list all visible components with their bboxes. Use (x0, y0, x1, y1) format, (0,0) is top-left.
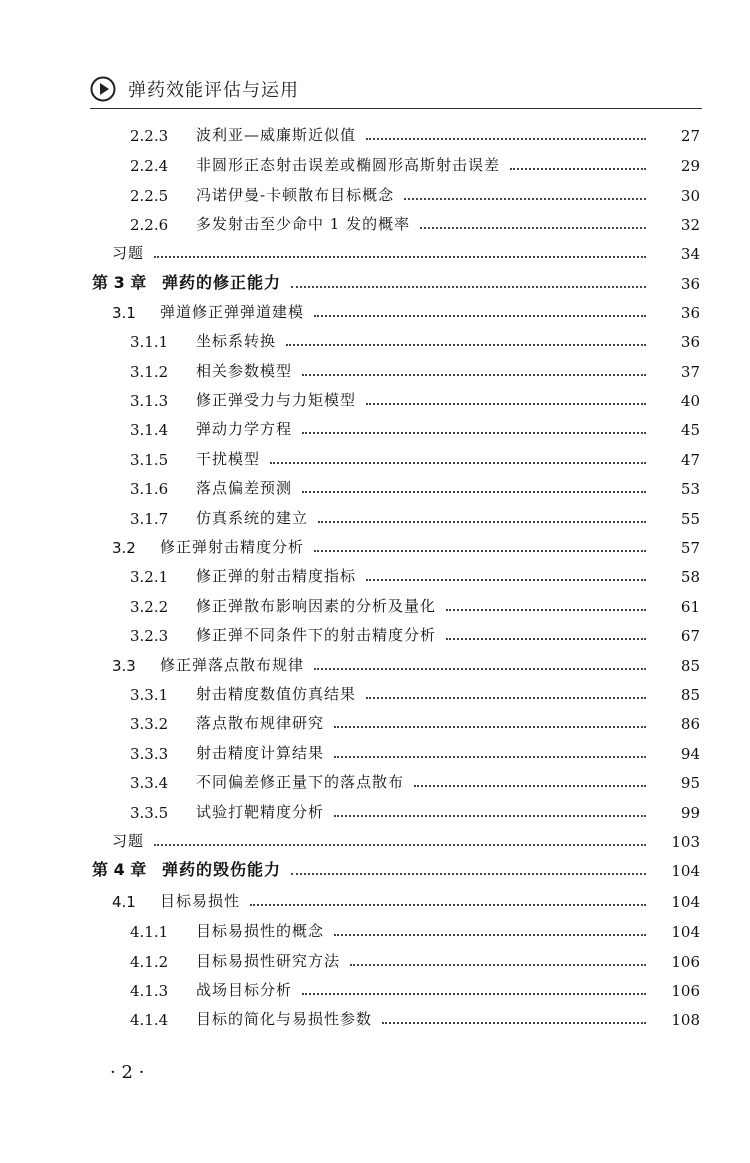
toc-entry-page: 40 (680, 392, 700, 410)
toc-entry-number: 3.3.3 (130, 745, 169, 763)
dot-leader (414, 785, 646, 787)
dot-leader (154, 844, 646, 846)
toc-entry[interactable] (0, 764, 700, 792)
toc-entry-page: 36 (680, 333, 700, 351)
dot-leader (270, 462, 646, 464)
toc-entry-title: 非圆形正态射击误差或椭圆形高斯射击误差 (196, 156, 501, 174)
page-number: · 2 · (110, 1062, 145, 1083)
toc-entry-number: 3.1.4 (130, 421, 169, 439)
book-title: 弹药效能评估与运用 (128, 80, 299, 101)
toc-entry[interactable] (0, 794, 700, 822)
toc-entry[interactable] (0, 500, 700, 528)
toc-entry-title: 战场目标分析 (196, 981, 293, 999)
toc-entry-number: 3.3.4 (130, 774, 169, 792)
dot-leader (404, 198, 646, 200)
toc-entry[interactable] (0, 265, 700, 293)
toc-entry-page: 45 (680, 421, 700, 439)
toc-entry[interactable] (0, 617, 700, 645)
toc-entry-title: 修正弹散布影响因素的分析及量化 (196, 597, 437, 615)
toc-entry[interactable] (0, 735, 700, 763)
toc-entry-page: 67 (680, 627, 700, 645)
toc-entry-title: 冯诺伊曼-卡顿散布目标概念 (196, 186, 395, 204)
dot-leader (314, 550, 646, 552)
toc-entry-page: 86 (680, 715, 700, 733)
toc-entry-title: 弹动力学方程 (196, 420, 293, 438)
toc-entry-page: 36 (680, 304, 700, 322)
dot-leader (446, 638, 646, 640)
dot-leader (286, 344, 646, 346)
toc-entry-title: 修正弹不同条件下的射击精度分析 (196, 626, 437, 644)
dot-leader (366, 697, 646, 699)
toc-entry[interactable] (0, 441, 700, 469)
toc-entry-title: 目标易损性的概念 (196, 922, 325, 940)
toc-entry[interactable] (0, 823, 700, 851)
dot-leader (250, 904, 646, 906)
toc-entry[interactable] (0, 972, 700, 1000)
dot-leader (302, 491, 646, 493)
toc-entry-title: 射击精度数值仿真结果 (196, 685, 357, 703)
toc-entry-page: 85 (680, 686, 700, 704)
toc-entry-page: 53 (680, 480, 700, 498)
toc-entry-page: 29 (680, 157, 700, 175)
toc-entry-title: 修正弹落点散布规律 (160, 656, 305, 674)
toc-entry[interactable] (0, 883, 700, 911)
toc-entry[interactable] (0, 943, 700, 971)
toc-entry[interactable] (0, 353, 700, 381)
toc-entry-number: 3.2.1 (130, 568, 169, 586)
dot-leader (314, 315, 646, 317)
toc-entry-page: 61 (680, 598, 700, 616)
toc-entry-number: 2.2.3 (130, 127, 169, 145)
toc-entry-title: 目标易损性研究方法 (196, 952, 341, 970)
toc-entry-number: 3.1 (112, 304, 136, 322)
toc-entry-number: 3.1.3 (130, 392, 169, 410)
dot-leader (366, 579, 646, 581)
toc-entry-title: 修正弹受力与力矩模型 (196, 391, 357, 409)
toc-entry[interactable] (0, 913, 700, 941)
dot-leader (302, 432, 646, 434)
toc-entry[interactable] (0, 411, 700, 439)
toc-entry[interactable] (0, 529, 700, 557)
toc-entry-page: 27 (680, 127, 700, 145)
toc-entry-page: 106 (671, 953, 700, 971)
toc-entry-page: 99 (680, 804, 700, 822)
dot-leader (334, 726, 646, 728)
dot-leader (350, 964, 646, 966)
dot-leader (291, 873, 646, 875)
toc-entry-page: 104 (671, 923, 700, 941)
toc-entry-title: 弹道修正弹弹道建模 (160, 303, 305, 321)
toc-entry[interactable] (0, 235, 700, 263)
dot-leader (334, 934, 646, 936)
toc-entry[interactable] (0, 470, 700, 498)
toc-entry-number: 4.1.3 (130, 982, 169, 1000)
toc-entry[interactable] (0, 558, 700, 586)
toc-entry-title: 目标的简化与易损性参数 (196, 1010, 373, 1028)
toc-entry-page: 34 (680, 245, 700, 263)
dot-leader (302, 374, 646, 376)
toc-entry-title: 目标易损性 (160, 892, 241, 910)
toc-entry[interactable] (0, 852, 700, 880)
toc-entry[interactable] (0, 323, 700, 351)
toc-entry-title: 多发射击至少命中 1 发的概率 (196, 215, 411, 233)
dot-leader (291, 286, 646, 288)
toc-entry-page: 37 (680, 363, 700, 381)
toc-entry-title: 修正弹射击精度分析 (160, 538, 305, 556)
toc-entry-title: 波利亚—威廉斯近似值 (196, 126, 357, 144)
toc-entry-number: 第 3 章 (92, 273, 147, 292)
toc-entry-page: 30 (680, 187, 700, 205)
header-divider (90, 108, 702, 109)
toc-entry-title: 不同偏差修正量下的落点散布 (196, 773, 405, 791)
toc-entry-number: 4.1.4 (130, 1011, 169, 1029)
toc-entry-page: 104 (671, 893, 700, 911)
toc-entry-number: 3.3 (112, 657, 136, 675)
dot-leader (382, 1022, 646, 1024)
toc-entry-page: 47 (680, 451, 700, 469)
toc-entry-number: 3.1.2 (130, 363, 169, 381)
toc-entry-number: 2.2.5 (130, 187, 169, 205)
toc-entry-number: 3.1.1 (130, 333, 169, 351)
toc-entry-title: 落点散布规律研究 (196, 714, 325, 732)
toc-entry-number: 3.1.5 (130, 451, 169, 469)
toc-entry-page: 57 (680, 539, 700, 557)
toc-entry-title: 干扰模型 (196, 450, 261, 468)
play-circle-icon (90, 76, 116, 102)
toc-entry-number: 4.1 (112, 893, 136, 911)
toc-entry-page: 104 (671, 862, 700, 880)
toc-entry-number: 3.2.3 (130, 627, 169, 645)
toc-entry-number: 2.2.4 (130, 157, 169, 175)
toc-entry-page: 32 (680, 216, 700, 234)
toc-entry-page: 95 (680, 774, 700, 792)
dot-leader (154, 256, 646, 258)
toc-entry-page: 36 (680, 275, 700, 293)
toc-entry[interactable] (0, 147, 700, 175)
toc-entry-number: 3.1.6 (130, 480, 169, 498)
dot-leader (366, 138, 646, 140)
dot-leader (510, 168, 646, 170)
toc-entry[interactable] (0, 676, 700, 704)
toc-entry[interactable] (0, 705, 700, 733)
toc-entry-title: 试验打靶精度分析 (196, 803, 325, 821)
toc-entry-page: 58 (680, 568, 700, 586)
dot-leader (446, 609, 646, 611)
dot-leader (334, 815, 646, 817)
toc-entry-title: 习题 (112, 244, 145, 262)
toc-entry-page: 85 (680, 657, 700, 675)
toc-entry-number: 3.2.2 (130, 598, 169, 616)
toc-entry-title: 相关参数模型 (196, 362, 293, 380)
toc-entry-title: 落点偏差预测 (196, 479, 293, 497)
toc-entry-title: 弹药的毁伤能力 (162, 860, 282, 879)
toc-entry-number: 3.2 (112, 539, 136, 557)
toc-entry-page: 55 (680, 510, 700, 528)
dot-leader (302, 993, 646, 995)
dot-leader (334, 756, 646, 758)
toc-entry-title: 习题 (112, 832, 145, 850)
running-header (90, 72, 700, 110)
toc-entry-title: 射击精度计算结果 (196, 744, 325, 762)
toc-entry[interactable] (0, 382, 700, 410)
toc-entry-number: 3.3.1 (130, 686, 169, 704)
toc-entry-number: 3.3.5 (130, 804, 169, 822)
toc-entry-page: 94 (680, 745, 700, 763)
dot-leader (420, 227, 646, 229)
toc-entry-number: 4.1.1 (130, 923, 169, 941)
dot-leader (366, 403, 646, 405)
toc-entry-title: 修正弹的射击精度指标 (196, 567, 357, 585)
toc-entry[interactable] (0, 206, 700, 234)
toc-entry-number: 第 4 章 (92, 860, 147, 879)
toc-entry[interactable] (0, 177, 700, 205)
toc-entry-title: 坐标系转换 (196, 332, 277, 350)
toc-entry[interactable] (0, 294, 700, 322)
toc-entry-number: 3.1.7 (130, 510, 169, 528)
toc-entry-page: 108 (671, 1011, 700, 1029)
dot-leader (314, 668, 646, 670)
toc-entry-title: 弹药的修正能力 (162, 273, 282, 292)
toc-entry[interactable] (0, 117, 700, 145)
toc-entry-number: 3.3.2 (130, 715, 169, 733)
toc-entry-number: 2.2.6 (130, 216, 169, 234)
toc-entry[interactable] (0, 588, 700, 616)
toc-entry-page: 103 (671, 833, 700, 851)
toc-entry[interactable] (0, 1001, 700, 1029)
toc-entry-title: 仿真系统的建立 (196, 509, 309, 527)
toc-entry-number: 4.1.2 (130, 953, 169, 971)
dot-leader (318, 521, 646, 523)
toc-entry-page: 106 (671, 982, 700, 1000)
toc-entry[interactable] (0, 647, 700, 675)
